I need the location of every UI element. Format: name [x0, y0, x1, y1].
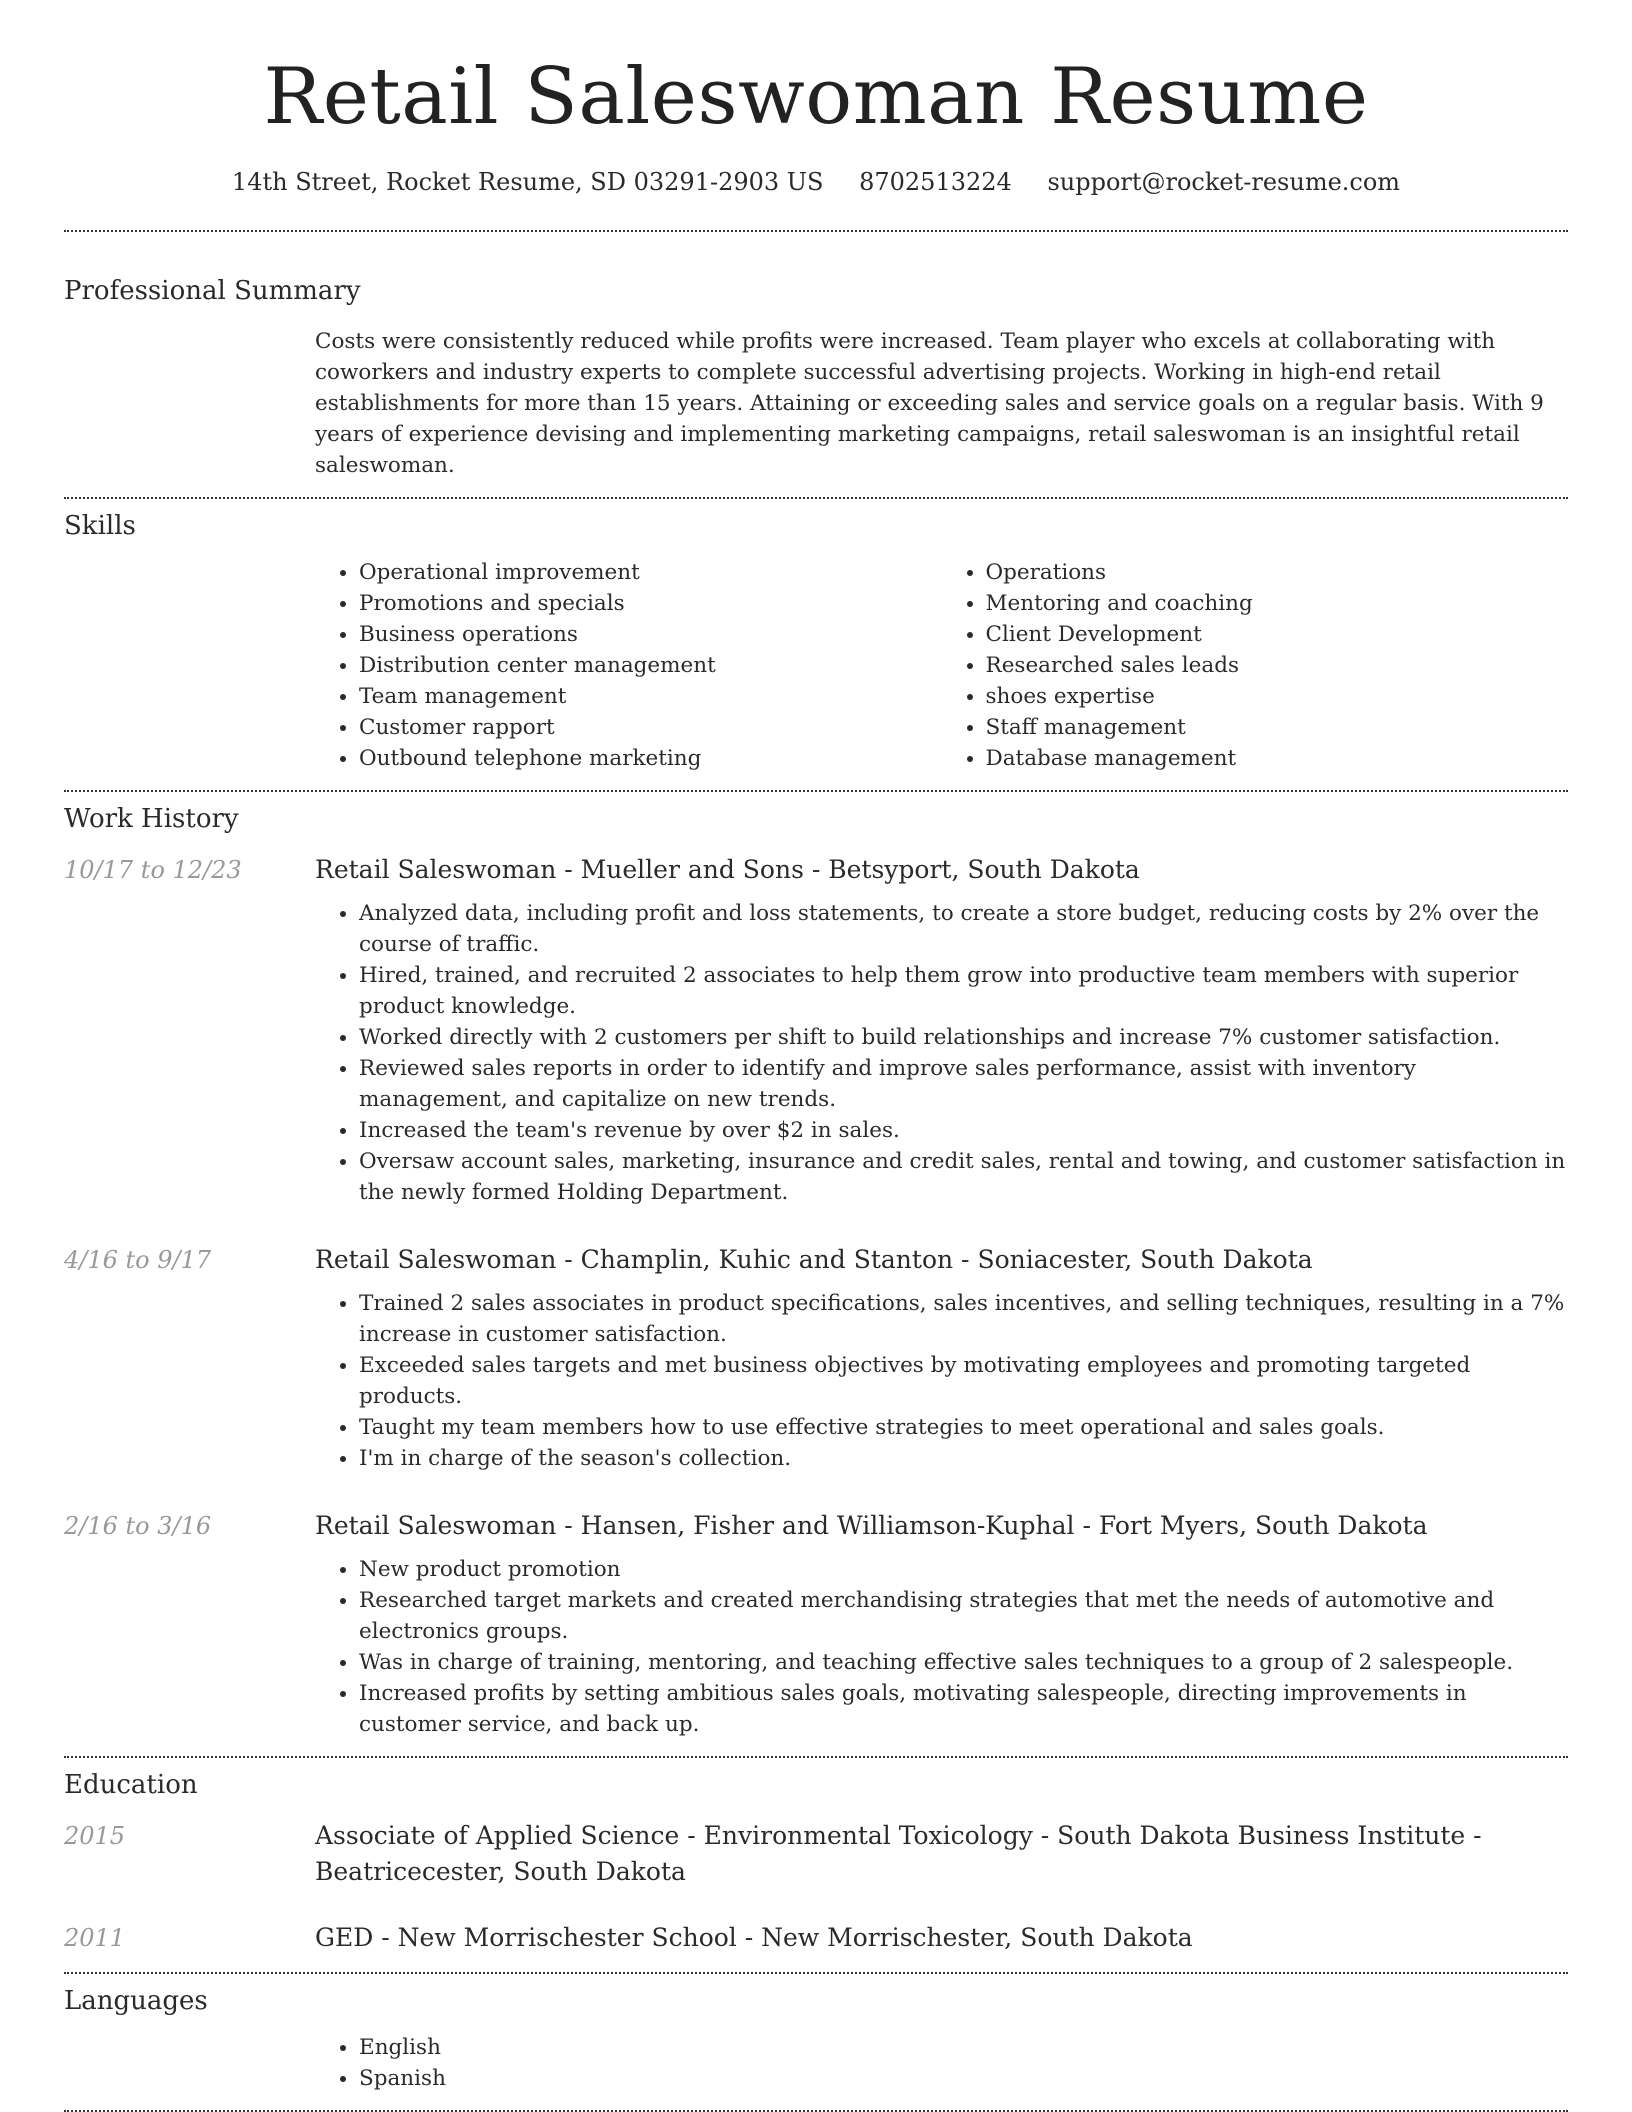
contact-line: [64, 168, 1568, 196]
work-heading: Work History: [64, 804, 239, 834]
job-heading: Retail Saleswoman - Champlin, Kuhic and Stanton - Soniacester, South Dakota: [315, 1245, 1313, 1274]
job-bullet: • I'm in charge of the season's collection.: [359, 1443, 1568, 1474]
job-bullet: • Analyzed data, including profit and loss statements, to create a store budget, reducing costs by 2% over the course of traffic.: [359, 898, 1568, 960]
education-entry: [64, 1818, 1568, 1890]
resume-page: [64, 0, 1568, 2112]
job-entry: [64, 1242, 1568, 1474]
job-heading: Retail Saleswoman - Mueller and Sons - Betsyport, South Dakota: [315, 855, 1140, 884]
job-bullet: • Hired, trained, and recruited 2 associates to help them grow into productive team members with superior product knowledge.: [359, 960, 1568, 1022]
languages-heading: Languages: [64, 1986, 208, 2016]
skills-heading: Skills: [64, 511, 136, 541]
address: 14th Street, Rocket Resume, SD 03291-2903 US: [231, 168, 824, 196]
skill-item: • Researched sales leads: [986, 650, 1569, 681]
skill-item: • Client Development: [986, 619, 1569, 650]
job-bullets: [315, 1288, 1568, 1474]
job-bullet: • Increased the team's revenue by over $2 in sales.: [359, 1115, 1568, 1146]
job-bullets: [315, 898, 1568, 1208]
job-bullet: • Worked directly with 2 customers per shift to build relationships and increase 7% customer satisfaction.: [359, 1022, 1568, 1053]
job-entry: [64, 852, 1568, 1208]
skill-item: • Operations: [986, 557, 1569, 588]
skill-item: • Promotions and specials: [359, 588, 942, 619]
language-item: • Spanish: [359, 2063, 1568, 2094]
skills-list-right: [942, 557, 1569, 774]
skills-section: [64, 499, 1568, 774]
email: support@rocket-resume.com: [1047, 168, 1401, 196]
job-entry: [64, 1508, 1568, 1740]
job-bullet: • Increased profits by setting ambitious sales goals, motivating salespeople, directing improvements in customer service, and back up.: [359, 1678, 1568, 1740]
skill-item: • Customer rapport: [359, 712, 942, 743]
language-item: • English: [359, 2032, 1568, 2063]
skills-list-left: [315, 557, 942, 774]
job-bullets: [315, 1554, 1568, 1740]
job-bullet: • Was in charge of training, mentoring, and teaching effective sales techniques to a group of 2 salespeople.: [359, 1647, 1568, 1678]
skill-item: • Team management: [359, 681, 942, 712]
education-heading-text: GED - New Morrischester School - New Morrischester, South Dakota: [315, 1923, 1193, 1952]
resume-title: Retail Saleswoman Resume: [263, 52, 1369, 142]
job-bullet: • New product promotion: [359, 1554, 1568, 1585]
education-entry: [64, 1920, 1568, 1956]
work-section: [64, 792, 1568, 1740]
summary-heading: Professional Summary: [64, 276, 361, 306]
languages-list: [315, 2032, 1568, 2094]
job-dates: 2/16 to 3/16: [64, 1512, 212, 1540]
skills-columns: [315, 557, 1568, 774]
summary-section: [64, 232, 1568, 481]
summary-text: Costs were consistently reduced while profits were increased. Team player who excels at collaborating with coworkers and industry experts to complete successful advertising projects. Working in high-end retail establishments for more than 15 years. Attaining or exceeding sales and service goals on a regular basis. With 9 years of experience devising and implementing marketing campaigns, retail saleswoman is an insightful retail saleswoman.: [315, 329, 1544, 478]
phone: 8702513224: [859, 168, 1012, 196]
job-dates: 10/17 to 12/23: [64, 856, 242, 884]
skill-item: • Outbound telephone marketing: [359, 743, 942, 774]
job-bullet: • Exceeded sales targets and met business objectives by motivating employees and promoting targeted products.: [359, 1350, 1568, 1412]
skill-item: • shoes expertise: [986, 681, 1569, 712]
skill-item: • Staff management: [986, 712, 1569, 743]
skill-item: • Mentoring and coaching: [986, 588, 1569, 619]
job-heading: Retail Saleswoman - Hansen, Fisher and Williamson-Kuphal - Fort Myers, South Dakota: [315, 1511, 1428, 1540]
education-section: [64, 1758, 1568, 1956]
job-bullet: • Researched target markets and created merchandising strategies that met the needs of automotive and electronics groups.: [359, 1585, 1568, 1647]
skill-item: • Operational improvement: [359, 557, 942, 588]
education-heading: Education: [64, 1770, 198, 1800]
skill-item: • Distribution center management: [359, 650, 942, 681]
job-bullet: • Taught my team members how to use effective strategies to meet operational and sales goals.: [359, 1412, 1568, 1443]
job-bullet: • Trained 2 sales associates in product specifications, sales incentives, and selling techniques, resulting in a 7% increase in customer satisfaction.: [359, 1288, 1568, 1350]
skill-item: • Business operations: [359, 619, 942, 650]
job-dates: 4/16 to 9/17: [64, 1246, 212, 1274]
education-year: 2011: [64, 1924, 126, 1952]
education-year: 2015: [64, 1822, 126, 1850]
job-bullet: • Oversaw account sales, marketing, insurance and credit sales, rental and towing, and customer satisfaction in the newly formed Holding Department.: [359, 1146, 1568, 1208]
job-bullet: • Reviewed sales reports in order to identify and improve sales performance, assist with inventory management, and capitalize on new trends.: [359, 1053, 1568, 1115]
languages-section: [64, 1974, 1568, 2094]
education-heading-text: Associate of Applied Science - Environmental Toxicology - South Dakota Business Institute - Beatricecester, South Dakota: [315, 1821, 1482, 1886]
skill-item: • Database management: [986, 743, 1569, 774]
